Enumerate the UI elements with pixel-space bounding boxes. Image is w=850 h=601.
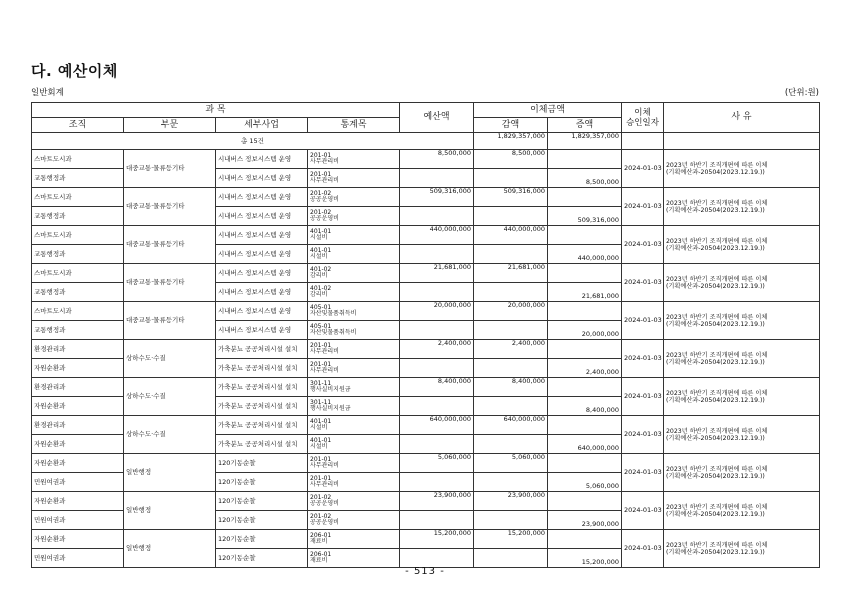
header-division: 부문 [124,118,216,133]
increase-cell [548,492,622,511]
account-cell [308,359,400,378]
decrease-cell [474,549,548,568]
increase-cell: 509,316,000 [548,207,622,226]
header-budget: 예산액 [400,103,474,133]
decrease-cell [474,169,548,188]
reason-cell [664,378,820,416]
reason-cell [664,226,820,264]
account-code: 201-01 [310,360,332,368]
budget-cell [400,359,474,378]
decrease-cell [474,435,548,454]
project-cell: 시내버스 정보시스템 운영 [216,245,308,264]
division-cell: 일반행정 [124,492,216,530]
project-cell: 시내버스 정보시스템 운영 [216,150,308,169]
account-code: 401-01 [310,417,332,425]
account-name: 사무관리비 [310,158,339,165]
page-number: - 513 - [405,566,445,577]
division-cell: 대중교통·물류등기타 [124,264,216,302]
reason-line-1: 2023년 하반기 조직개편에 따른 이체 [666,427,768,435]
project-cell: 120기동순찰 [216,492,308,511]
account-name: 공공운영비 [310,500,339,507]
account-cell [308,435,400,454]
table-row [32,188,820,207]
budget-cell: 5,060,000 [400,454,474,473]
account-cell [308,226,400,245]
table-row [32,454,820,473]
reason-cell [664,340,820,378]
account-code: 201-01 [310,474,332,482]
decrease-cell: 5,060,000 [474,454,548,473]
division-cell: 일반행정 [124,454,216,492]
account-name: 시설비 [310,234,328,241]
account-cell [308,188,400,207]
division-cell: 대중교통·물류등기타 [124,150,216,188]
account-code: 405-01 [310,303,332,311]
org-cell: 교통행정과 [32,245,124,264]
account-name: 감리비 [310,272,328,279]
budget-cell: 20,000,000 [400,302,474,321]
org-cell: 교통행정과 [32,321,124,340]
table-row [32,378,820,397]
account-name: 행사실비지원금 [310,386,351,393]
increase-cell: 15,200,000 [548,549,622,568]
account-name: 행사실비지원금 [310,405,351,412]
table-row [32,530,820,549]
org-cell: 민원여권과 [32,473,124,492]
org-cell: 민원여권과 [32,511,124,530]
total-decrease: 1,829,357,000 [474,133,548,150]
header-project: 세부사업 [216,118,308,133]
account-cell [308,511,400,530]
increase-cell [548,530,622,549]
approval-date-cell: 2024-01-03 [622,226,664,264]
budget-cell [400,397,474,416]
budget-cell: 2,400,000 [400,340,474,359]
account-cell [308,549,400,568]
account-cell [308,302,400,321]
total-increase: 1,829,357,000 [548,133,622,150]
account-code: 206-01 [310,531,332,539]
budget-cell: 21,681,000 [400,264,474,283]
increase-cell [548,150,622,169]
approval-date-cell: 2024-01-03 [622,188,664,226]
approval-date-cell: 2024-01-03 [622,454,664,492]
increase-cell: 20,000,000 [548,321,622,340]
org-cell: 환경관리과 [32,416,124,435]
account-code: 201-02 [310,512,332,520]
budget-cell [400,511,474,530]
division-cell: 대중교통·물류등기타 [124,188,216,226]
account-code: 206-01 [310,550,332,558]
table-row [32,416,820,435]
org-cell: 자원순환과 [32,492,124,511]
increase-cell [548,416,622,435]
account-cell [308,264,400,283]
total-date-empty [622,133,664,150]
account-name: 공공운영비 [310,519,339,526]
division-cell: 일반행정 [124,530,216,568]
reason-cell [664,150,820,188]
account-name: 공공운영비 [310,215,339,222]
account-cell [308,321,400,340]
account-code: 301-11 [310,379,332,387]
reason-line-2: (기획예산과-20504(2023.12.19.)) [666,282,765,290]
decrease-cell: 8,500,000 [474,150,548,169]
approval-date-cell: 2024-01-03 [622,530,664,568]
increase-cell [548,226,622,245]
account-name: 공공운영비 [310,196,339,203]
org-cell: 교통행정과 [32,207,124,226]
account-name: 사무관리비 [310,481,339,488]
reason-line-1: 2023년 하반기 조직개편에 따른 이체 [666,541,768,549]
increase-cell [548,454,622,473]
account-name: 사무관리비 [310,177,339,184]
account-cell [308,245,400,264]
account-name: 자산및물품취득비 [310,310,357,317]
budget-cell [400,245,474,264]
account-name: 자산및물품취득비 [310,329,357,336]
account-code: 401-02 [310,265,332,273]
org-cell: 스마트도시과 [32,302,124,321]
reason-line-1: 2023년 하반기 조직개편에 따른 이체 [666,351,768,359]
reason-cell [664,492,820,530]
table-row [32,264,820,283]
decrease-cell [474,473,548,492]
account-code: 401-02 [310,284,332,292]
unit-label: (단위:원) [784,88,819,98]
budget-cell [400,435,474,454]
account-code: 201-02 [310,208,332,216]
account-name: 사무관리비 [310,348,339,355]
reason-cell [664,302,820,340]
increase-cell [548,340,622,359]
increase-cell: 640,000,000 [548,435,622,454]
division-cell: 대중교통·물류등기타 [124,226,216,264]
header-org: 조직 [32,118,124,133]
approval-date-cell: 2024-01-03 [622,378,664,416]
account-name: 시설비 [310,253,328,260]
account-cell [308,340,400,359]
account-code: 201-01 [310,170,332,178]
project-cell: 가축분뇨 공공처리시설 설치 [216,340,308,359]
account-cell [308,473,400,492]
increase-cell: 5,060,000 [548,473,622,492]
decrease-cell [474,359,548,378]
account-name: 감리비 [310,291,328,298]
reason-line-1: 2023년 하반기 조직개편에 따른 이체 [666,237,768,245]
project-cell: 가축분뇨 공공처리시설 설치 [216,397,308,416]
org-cell: 자원순환과 [32,359,124,378]
account-cell [308,207,400,226]
division-cell: 상하수도·수질 [124,416,216,454]
budget-cell: 15,200,000 [400,530,474,549]
increase-cell: 23,900,000 [548,511,622,530]
table-row [32,302,820,321]
budget-cell [400,169,474,188]
division-cell: 상하수도·수질 [124,378,216,416]
project-cell: 120기동순찰 [216,530,308,549]
decrease-cell [474,207,548,226]
approval-date-cell: 2024-01-03 [622,302,664,340]
decrease-cell: 2,400,000 [474,340,548,359]
account-cell [308,397,400,416]
project-cell: 시내버스 정보시스템 운영 [216,321,308,340]
reason-line-2: (기획예산과-20504(2023.12.19.)) [666,396,765,404]
decrease-cell [474,321,548,340]
decrease-cell [474,245,548,264]
org-cell: 자원순환과 [32,454,124,473]
decrease-cell: 23,900,000 [474,492,548,511]
reason-line-2: (기획예산과-20504(2023.12.19.)) [666,548,765,556]
reason-cell [664,188,820,226]
reason-line-2: (기획예산과-20504(2023.12.19.)) [666,244,765,252]
org-cell: 교통행정과 [32,283,124,302]
header-reason: 사 유 [664,103,820,133]
table-row [32,150,820,169]
project-cell: 시내버스 정보시스템 운영 [216,207,308,226]
account-name: 사무관리비 [310,367,339,374]
org-cell: 민원여권과 [32,549,124,568]
reason-line-1: 2023년 하반기 조직개편에 따른 이체 [666,161,768,169]
reason-line-1: 2023년 하반기 조직개편에 따른 이체 [666,275,768,283]
account-name: 사무관리비 [310,462,339,469]
approval-date-cell: 2024-01-03 [622,340,664,378]
table-body [32,133,820,568]
increase-cell [548,378,622,397]
project-cell: 시내버스 정보시스템 운영 [216,188,308,207]
org-cell: 스마트도시과 [32,188,124,207]
account-code: 301-11 [310,398,332,406]
budget-cell: 640,000,000 [400,416,474,435]
org-cell: 교통행정과 [32,169,124,188]
decrease-cell: 440,000,000 [474,226,548,245]
account-name: 시설비 [310,443,328,450]
header-approval-date: 이체 승인일자 [622,103,664,133]
org-cell: 자원순환과 [32,435,124,454]
account-name: 재료비 [310,557,328,564]
reason-line-2: (기획예산과-20504(2023.12.19.)) [666,510,765,518]
increase-cell: 2,400,000 [548,359,622,378]
increase-cell [548,302,622,321]
project-cell: 시내버스 정보시스템 운영 [216,283,308,302]
org-cell: 스마트도시과 [32,264,124,283]
reason-line-2: (기획예산과-20504(2023.12.19.)) [666,168,765,176]
project-cell: 120기동순찰 [216,549,308,568]
account-cell [308,416,400,435]
table-row [32,492,820,511]
reason-line-2: (기획예산과-20504(2023.12.19.)) [666,472,765,480]
reason-line-1: 2023년 하반기 조직개편에 따른 이체 [666,199,768,207]
org-cell: 자원순환과 [32,530,124,549]
decrease-cell: 21,681,000 [474,264,548,283]
total-reason-empty [664,133,820,150]
org-cell: 스마트도시과 [32,226,124,245]
project-cell: 시내버스 정보시스템 운영 [216,226,308,245]
increase-cell: 440,000,000 [548,245,622,264]
account-code: 201-02 [310,189,332,197]
account-code: 401-01 [310,227,332,235]
decrease-cell [474,397,548,416]
reason-cell [664,530,820,568]
division-cell: 상하수도·수질 [124,340,216,378]
account-cell [308,169,400,188]
project-cell: 가축분뇨 공공처리시설 설치 [216,416,308,435]
header-transfer-group: 이체금액 [474,103,622,118]
fund-subtitle: 일반회계 [31,88,64,98]
account-code: 201-02 [310,493,332,501]
budget-cell [400,283,474,302]
project-cell: 가축분뇨 공공처리시설 설치 [216,378,308,397]
decrease-cell [474,283,548,302]
header-increase: 증액 [548,118,622,133]
budget-cell: 23,900,000 [400,492,474,511]
decrease-cell: 15,200,000 [474,530,548,549]
project-cell: 시내버스 정보시스템 운영 [216,264,308,283]
budget-cell: 440,000,000 [400,226,474,245]
reason-cell [664,454,820,492]
project-cell: 시내버스 정보시스템 운영 [216,302,308,321]
reason-cell [664,416,820,454]
account-cell [308,454,400,473]
account-name: 재료비 [310,538,328,545]
reason-line-1: 2023년 하반기 조직개편에 따른 이체 [666,389,768,397]
header-account: 통계목 [308,118,400,133]
table-row [32,226,820,245]
budget-cell: 509,316,000 [400,188,474,207]
increase-cell [548,264,622,283]
increase-cell: 8,500,000 [548,169,622,188]
budget-cell: 8,500,000 [400,150,474,169]
budget-cell: 8,400,000 [400,378,474,397]
org-cell: 환경관리과 [32,378,124,397]
account-cell [308,378,400,397]
reason-line-2: (기획예산과-20504(2023.12.19.)) [666,206,765,214]
decrease-cell [474,511,548,530]
reason-line-1: 2023년 하반기 조직개편에 따른 이체 [666,313,768,321]
account-cell [308,283,400,302]
approval-date-cell: 2024-01-03 [622,492,664,530]
reason-line-1: 2023년 하반기 조직개편에 따른 이체 [666,465,768,473]
decrease-cell: 8,400,000 [474,378,548,397]
total-row [32,133,820,150]
total-label: 총 15건 [32,133,474,150]
account-cell [308,150,400,169]
reason-line-2: (기획예산과-20504(2023.12.19.)) [666,358,765,366]
org-cell: 환경관리과 [32,340,124,359]
approval-date-cell: 2024-01-03 [622,416,664,454]
approval-date-cell: 2024-01-03 [622,264,664,302]
account-cell [308,530,400,549]
budget-cell [400,473,474,492]
decrease-cell: 509,316,000 [474,188,548,207]
approval-date-cell: 2024-01-03 [622,150,664,188]
project-cell: 120기동순찰 [216,454,308,473]
header-subject-group: 과 목 [32,103,400,118]
budget-cell [400,321,474,340]
increase-cell: 8,400,000 [548,397,622,416]
reason-line-2: (기획예산과-20504(2023.12.19.)) [666,434,765,442]
project-cell: 가축분뇨 공공처리시설 설치 [216,435,308,454]
account-code: 201-01 [310,151,332,159]
account-code: 401-01 [310,246,332,254]
reason-line-2: (기획예산과-20504(2023.12.19.)) [666,320,765,328]
decrease-cell: 640,000,000 [474,416,548,435]
account-code: 405-01 [310,322,332,330]
table-row [32,340,820,359]
decrease-cell: 20,000,000 [474,302,548,321]
account-code: 401-01 [310,436,332,444]
project-cell: 가축분뇨 공공처리시설 설치 [216,359,308,378]
account-cell [308,492,400,511]
account-name: 시설비 [310,424,328,431]
header-decrease: 감액 [474,118,548,133]
budget-transfer-table [31,102,820,568]
reason-line-1: 2023년 하반기 조직개편에 따른 이체 [666,503,768,511]
project-cell: 120기동순찰 [216,473,308,492]
division-cell: 대중교통·물류등기타 [124,302,216,340]
project-cell: 120기동순찰 [216,511,308,530]
account-code: 201-01 [310,341,332,349]
account-code: 201-01 [310,455,332,463]
org-cell: 스마트도시과 [32,150,124,169]
section-title: 다. 예산이체 [31,62,118,80]
budget-cell [400,549,474,568]
reason-cell [664,264,820,302]
budget-cell [400,207,474,226]
increase-cell: 21,681,000 [548,283,622,302]
project-cell: 시내버스 정보시스템 운영 [216,169,308,188]
increase-cell [548,188,622,207]
org-cell: 자원순환과 [32,397,124,416]
